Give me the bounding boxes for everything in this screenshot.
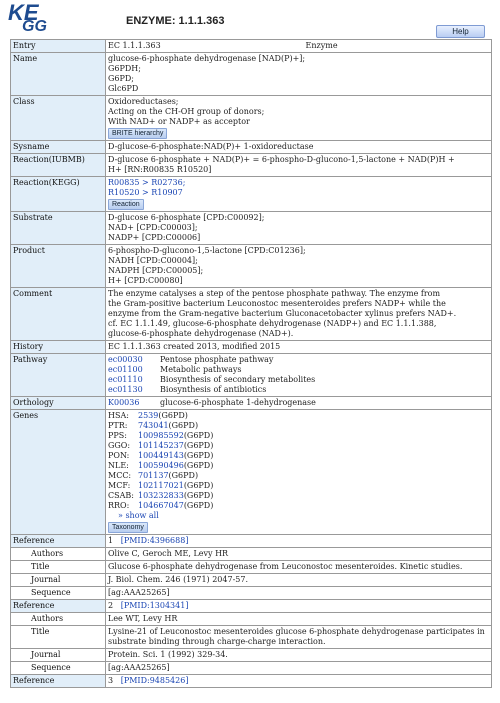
authors-row [11, 613, 492, 626]
reference-row [11, 675, 492, 688]
class-line: Oxidoreductases; [108, 97, 179, 106]
gene-name: (G6PD) [183, 491, 214, 500]
journal-row [11, 649, 492, 662]
pmid-link[interactable]: [PMID:4396688] [120, 536, 189, 545]
gene-name: (G6PD) [168, 421, 199, 430]
class-line: Acting on the CH-OH group of donors; [108, 107, 265, 116]
gene-org: NLE: [108, 461, 129, 470]
class-row [11, 96, 492, 141]
title-row [11, 626, 492, 649]
comment-row [11, 288, 492, 341]
entry-row [11, 40, 492, 53]
gene-org: MCF: [108, 481, 131, 490]
class-label: Class [11, 96, 106, 141]
reference-label: Reference [11, 600, 106, 613]
reaction-iubmb-row [11, 154, 492, 177]
entry-label: Entry [11, 40, 106, 53]
gene-name: (G6PD) [158, 411, 188, 420]
title-label: Title [11, 626, 106, 649]
reference-row [11, 535, 492, 548]
gene-id[interactable]: 103232833 [138, 491, 184, 500]
help-button[interactable]: Help [436, 25, 485, 38]
gene-id[interactable]: 2539 [138, 411, 159, 420]
reaction-button[interactable]: Reaction [108, 199, 144, 210]
top-bar [0, 0, 500, 38]
orthology-label: Orthology [11, 397, 106, 410]
show-all-link[interactable]: » show all [118, 511, 159, 520]
reaction-kegg-row [11, 177, 492, 212]
reference-number: 2 [108, 601, 114, 610]
reaction-iubmb-label: Reaction(IUBMB) [11, 154, 106, 177]
substrate-line[interactable]: NAD+ [CPD:C00003]; [108, 223, 198, 232]
orthology-row [11, 397, 492, 410]
gene-id[interactable]: 100590496 [138, 461, 184, 470]
brite-hierarchy-button[interactable]: BRITE hierarchy [108, 128, 167, 139]
product-row [11, 245, 492, 288]
reference-label: Reference [11, 535, 106, 548]
pathway-row [11, 354, 492, 397]
pathway-id[interactable]: ec01100 [108, 365, 143, 374]
pathway-name: Metabolic pathways [160, 365, 242, 374]
comment-line: glucose-6-phosphate dehydrogenase (NAD+). [108, 329, 294, 338]
pathway-id[interactable]: ec00030 [108, 355, 143, 364]
sequence-row [11, 662, 492, 675]
gene-org: GGO: [108, 441, 131, 450]
reaction-kegg-label: Reaction(KEGG) [11, 177, 106, 212]
orthology-id[interactable]: K00036 [108, 398, 140, 407]
authors-label: Authors [11, 548, 106, 561]
sequence-row [11, 587, 492, 600]
comment-line: cf. EC 1.1.1.49, glucose-6-phosphate dehydrogenase (NADP+) and EC 1.1.1.388, [108, 319, 437, 328]
product-line[interactable]: H+ [CPD:C00080] [108, 276, 183, 285]
gene-name: (G6PD) [183, 431, 214, 440]
gene-id[interactable]: 102117021 [138, 481, 184, 490]
gene-id[interactable]: 100985592 [138, 431, 184, 440]
gene-name: (G6PD) [183, 501, 214, 510]
substrate-label: Substrate [11, 212, 106, 245]
genes-label: Genes [11, 410, 106, 535]
comment-line: enzyme from the Gram-negative bacterium Gluconacetobacter xylinus prefers NAD+. [108, 309, 457, 318]
product-line[interactable]: NADH [CPD:C00004]; [108, 256, 198, 265]
gene-name: (G6PD) [183, 451, 214, 460]
history-value: EC 1.1.1.363 created 2013, modified 2015 [106, 341, 492, 354]
product-line[interactable]: NADPH [CPD:C00005]; [108, 266, 204, 275]
title-row [11, 561, 492, 574]
reference-number: 3 [108, 676, 114, 685]
comment-line: the Gram-positive bacterium Leuconostoc mesenteroides prefers NADP+ while the [108, 299, 446, 308]
gene-id[interactable]: 701137 [138, 471, 169, 480]
title-value: Lysine-21 of Leuconostoc mesenteroides glucose 6-phosphate dehydrogenase participates in substrate binding through charge-charge interaction. [106, 626, 492, 649]
journal-row [11, 574, 492, 587]
reference-row [11, 600, 492, 613]
comment-line: The enzyme catalyses a step of the pentose phosphate pathway. The enzyme from [108, 289, 441, 298]
journal-value: Protein. Sci. 1 (1992) 329-34. [106, 649, 492, 662]
entry-type: Enzyme [305, 41, 338, 50]
sequence-value[interactable]: [ag:AAA25265] [106, 587, 492, 600]
gene-name: (G6PD) [183, 481, 214, 490]
reference-number: 1 [108, 536, 114, 545]
taxonomy-button[interactable]: Taxonomy [108, 522, 148, 533]
substrate-line[interactable]: D-glucose 6-phosphate [CPD:C00092]; [108, 213, 265, 222]
kegg-logo[interactable] [8, 0, 47, 35]
logo-text-1: KE [8, 0, 39, 25]
substrate-row [11, 212, 492, 245]
gene-org: PON: [108, 451, 130, 460]
reaction-iubmb-line: D-glucose 6-phosphate + NAD(P)+ = 6-phospho-D-glucono-1,5-lactone + NAD(P)H + [108, 155, 455, 164]
journal-label: Journal [11, 574, 106, 587]
pathway-id[interactable]: ec01110 [108, 375, 143, 384]
authors-label: Authors [11, 613, 106, 626]
reaction-kegg-link[interactable]: R10520 > R10907 [108, 188, 183, 197]
reference-label: Reference [11, 675, 106, 688]
sequence-label: Sequence [11, 587, 106, 600]
name-line: glucose-6-phosphate dehydrogenase [NAD(P)+]; [108, 54, 306, 63]
name-label: Name [11, 53, 106, 96]
authors-value: Lee WT, Levy HR [106, 613, 492, 626]
sequence-label: Sequence [11, 662, 106, 675]
gene-name: (G6PD) [168, 471, 199, 480]
title-label: Title [11, 561, 106, 574]
orthology-name: glucose-6-phosphate 1-dehydrogenase [160, 398, 316, 407]
substrate-line[interactable]: NADP+ [CPD:C00006] [108, 233, 201, 242]
gene-id[interactable]: 100449143 [138, 451, 184, 460]
gene-org: MCC: [108, 471, 132, 480]
pmid-link[interactable]: [PMID:1304341] [120, 601, 189, 610]
pathway-name: Biosynthesis of antibiotics [160, 385, 267, 394]
pathway-label: Pathway [11, 354, 106, 397]
sysname-row [11, 141, 492, 154]
journal-label: Journal [11, 649, 106, 662]
reaction-kegg-link[interactable]: R00835 > R02736; [108, 178, 186, 187]
pmid-link[interactable]: [PMID:9485426] [120, 676, 189, 685]
logo-text-2: GG [22, 18, 47, 35]
history-label: History [11, 341, 106, 354]
journal-value: J. Biol. Chem. 246 (1971) 2047-57. [106, 574, 492, 587]
gene-org: RRO: [108, 501, 130, 510]
title-value: Glucose 6-phosphate dehydrogenase from Leuconostoc mesenteroides. Kinetic studies. [106, 561, 492, 574]
pathway-name: Biosynthesis of secondary metabolites [160, 375, 316, 384]
sysname-value: D-glucose-6-phosphate:NAD(P)+ 1-oxidoreductase [106, 141, 492, 154]
pathway-id[interactable]: ec01130 [108, 385, 143, 394]
name-line: G6PDH; [108, 64, 141, 73]
comment-label: Comment [11, 288, 106, 341]
history-row [11, 341, 492, 354]
product-line[interactable]: 6-phospho-D-glucono-1,5-lactone [CPD:C01236]; [108, 246, 306, 255]
gene-id[interactable]: 101145237 [138, 441, 184, 450]
name-row [11, 53, 492, 96]
pathway-name: Pentose phosphate pathway [160, 355, 274, 364]
sequence-value[interactable]: [ag:AAA25265] [106, 662, 492, 675]
authors-value: Olive C, Geroch ME, Levy HR [106, 548, 492, 561]
gene-name: (G6PD) [183, 441, 214, 450]
gene-org: PPS: [108, 431, 127, 440]
reaction-iubmb-line[interactable]: H+ [RN:R00835 R10520] [108, 165, 212, 174]
entry-table [10, 39, 492, 688]
name-line: Glc6PD [108, 84, 139, 93]
gene-name: (G6PD) [183, 461, 214, 470]
product-label: Product [11, 245, 106, 288]
sysname-label: Sysname [11, 141, 106, 154]
gene-org: PTR: [108, 421, 128, 430]
gene-id[interactable]: 743041 [138, 421, 169, 430]
gene-org: HSA: [108, 411, 129, 420]
entry-value: EC 1.1.1.363 [108, 41, 161, 50]
gene-id[interactable]: 104667047 [138, 501, 184, 510]
name-line: G6PD; [108, 74, 134, 83]
gene-org: CSAB: [108, 491, 134, 500]
authors-row [11, 548, 492, 561]
genes-row [11, 410, 492, 535]
class-line: With NAD+ or NADP+ as acceptor [108, 117, 250, 126]
page-title: ENZYME: 1.1.1.363 [126, 15, 225, 27]
